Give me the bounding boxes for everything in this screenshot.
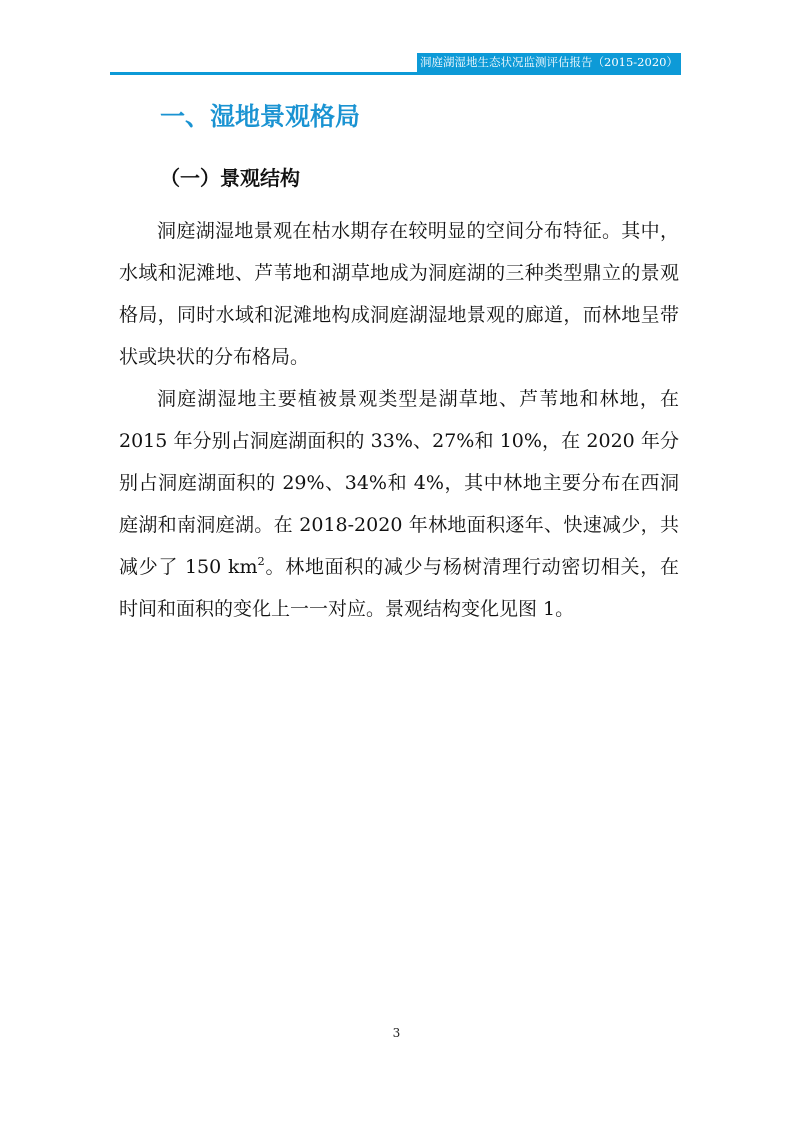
paragraph-2-part-2: 。林地面积的减少与杨树清理行动密切相关，在时间和面积的变化上一一对应。景观结构变化见图 1。 (119, 556, 679, 620)
superscript-2: 2 (257, 554, 265, 569)
body-text (119, 210, 679, 630)
header-divider (110, 72, 681, 75)
report-title-banner (417, 53, 681, 72)
page-number: 3 (392, 1026, 401, 1040)
paragraph-2-part-1: 洞庭湖湿地主要植被景观类型是湖草地、芦苇地和林地，在 2015 年分别占洞庭湖面积的 33%、27%和 10%，在 2020 年分别占洞庭湖面积的 29%、34%和 4%，其中林地主要分布在西洞庭湖和南洞庭湖。在 2018-2020 年林地面积逐年、快速减少，共减少了 150 km (119, 388, 679, 578)
paragraph-1: 洞庭湖湿地景观在枯水期存在较明显的空间分布特征。其中，水域和泥滩地、芦苇地和湖草地成为洞庭湖的三种类型鼎立的景观格局，同时水域和泥滩地构成洞庭湖湿地景观的廊道，而林地呈带状或块状的分布格局。 (119, 220, 679, 368)
section-heading: 一、湿地景观格局 (160, 102, 361, 131)
subsection-heading: （一）景观结构 (160, 166, 300, 190)
report-title: 洞庭湖湿地生态状况监测评估报告（2015-2020） (420, 55, 678, 69)
paragraph-2 (119, 378, 679, 630)
